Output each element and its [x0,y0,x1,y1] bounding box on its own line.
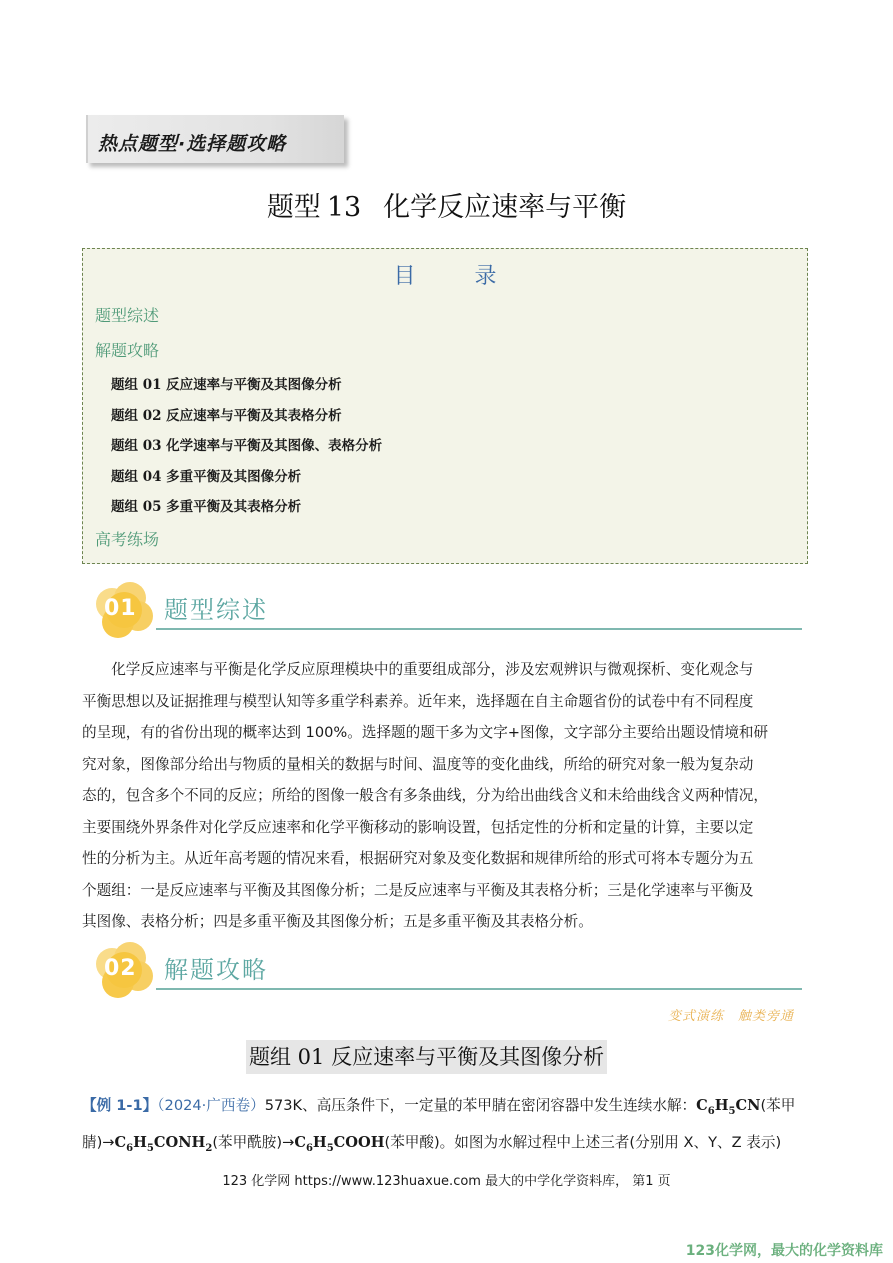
example-text: (苯甲 [760,1097,796,1114]
paragraph-line: 究对象，图像部分给出与物质的量相关的数据与时间、温度等的变化曲线，所给的研究对象一般为复杂动 [82,755,754,773]
page-title [0,185,893,224]
group-title: 题组 01 反应速率与平衡及其图像分析 [246,1040,607,1074]
section-label: 题型综述 [164,596,268,624]
example-label: 【例 1-1】 [82,1097,158,1114]
paragraph-line: 态的，包含多个不同的反应；所给的图像一般含有多条曲线，分为给出曲线含义和未给曲线含义两种情况， [82,787,768,804]
toc-item-practice[interactable]: 高考练场 [95,530,160,549]
banner-text: 热点题型·选择题攻略 [98,133,287,155]
title-text: 化学反应速率与平衡 [383,192,627,223]
formula-benzonitrile: $C_6H_5CN$ [696,1097,761,1117]
paragraph-line: 个题组：一是反应速率与平衡及其图像分析；二是反应速率与平衡及其表格分析；三是化学速率与平衡及 [82,881,754,899]
toc-item-overview[interactable]: 题型综述 [95,306,160,325]
title-number: 13 [326,192,362,223]
example-source: （2024·广西卷） [157,1097,265,1114]
section-header-overview [90,580,802,642]
tagline: 变式演练 触类旁通 [668,1009,795,1024]
section-label: 解题攻略 [164,956,268,984]
overview-paragraph [82,654,822,938]
paragraph-line: 化学反应速率与平衡是化学反应原理模块中的重要组成部分，涉及宏观辨识与微观探析、变化观念与 [82,661,754,678]
paragraph-line: 的呈现，有的省份出现的概率达到 100%。选择题的题干多为文字+图像，文字部分主要给出题设情境和研 [82,724,769,741]
paragraph-line: 其图像、表格分析；四是多重平衡及其图像分析；五是多重平衡及其表格分析。 [82,913,593,930]
toc-item-group-01[interactable]: 题组 01 反应速率与平衡及其图像分析 [111,377,342,393]
watermark: 123化学网，最大的化学资料库 [685,1243,883,1259]
example-line [82,1127,822,1164]
section-divider [156,988,802,990]
example-text: 573K、高压条件下，一定量的苯甲腈在密闭容器中发生连续水解： [264,1097,697,1114]
formula-benzoic-acid: $C_6H_5COOH$ [294,1133,385,1154]
toc-heading: 目 录 [393,264,523,289]
paragraph-line: 性的分析为主。从近年高考题的情况来看，根据研究对象及变化数据和规律所给的形式可将本专题分为五 [82,850,754,867]
toc-item-group-02[interactable]: 题组 02 反应速率与平衡及其表格分析 [111,408,342,424]
page-footer: 123 化学网 https://www.123huaxue.com 最大的中学化学资料库， 第1 页 [222,1174,671,1189]
toc-item-strategy[interactable]: 解题攻略 [95,341,160,360]
title-prefix: 题型 [266,192,321,223]
section-divider [156,628,802,630]
toc-item-group-05[interactable]: 题组 05 多重平衡及其表格分析 [111,499,302,515]
example-block [82,1090,822,1164]
example-text: (苯甲酰胺)→ [212,1133,295,1151]
example-text: 腈)→ [82,1133,115,1151]
paragraph-line: 平衡思想以及证据推理与模型认知等多重学科素养。近年来，选择题在自主命题省份的试卷中有不同程度 [82,692,754,710]
section-number: 01 [104,596,137,621]
toc-item-group-04[interactable]: 题组 04 多重平衡及其图像分析 [111,469,302,485]
example-text: (苯甲酸)。如图为水解过程中上述三者(分别用 X、Y、Z 表示) [384,1133,782,1151]
table-of-contents [82,248,808,564]
section-header-strategy [90,940,802,1002]
example-line [82,1090,822,1127]
paragraph-line: 主要围绕外界条件对化学反应速率和化学平衡移动的影响设置，包括定性的分析和定量的计算，主要以定 [82,818,754,836]
toc-item-group-03[interactable]: 题组 03 化学速率与平衡及其图像、表格分析 [111,438,383,454]
formula-benzamide: $C_6H_5CONH_2$ [114,1133,213,1154]
section-number: 02 [104,956,137,981]
section-banner [86,115,344,163]
